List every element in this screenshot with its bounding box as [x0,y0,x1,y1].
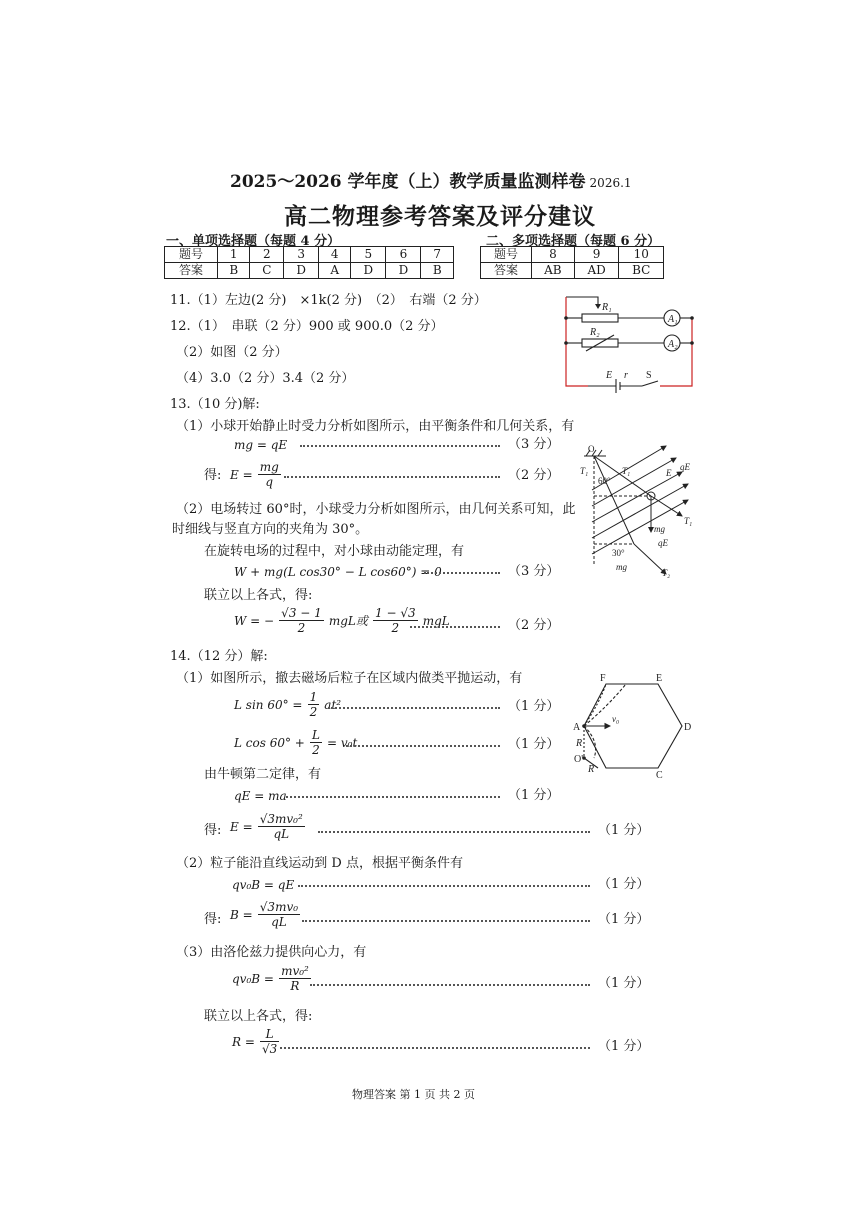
q13-eq2 [230,460,281,489]
table-cell: C [250,263,284,279]
q14-para2: 由牛顿第二定律，有 [204,767,322,782]
table-cell: AD [574,263,619,279]
q14-para3: （2）粒子能沿直线运动到 D 点，根据平衡条件有 [176,856,463,871]
angle60-label: 60° [598,476,611,486]
q14-eq2-b: = v₀t [327,736,358,750]
table-cell: 题号 [481,247,532,263]
q13-para2b: 时细线与竖直方向的夹角为 30°。 [172,522,369,537]
table-row [165,263,454,279]
e-label: E [666,468,672,478]
table-cell: 6 [386,247,421,263]
force-diagram [576,436,704,584]
q14-eq6-a: B = [230,908,253,922]
q13-para3: 在旋转电场的过程中，对小球由动能定理，有 [204,544,465,559]
numerator: L [311,728,320,742]
fraction [310,728,322,757]
table-cell: D [351,263,386,279]
page-footer: 物理答案 第 1 页 共 2 页 [352,1088,475,1101]
mg-label-2: mg [616,562,627,572]
t2-label: T₂ [662,568,671,578]
table-cell: 题号 [165,247,218,263]
q14-score1: （1 分） [508,699,560,714]
table-cell: 3 [284,247,319,263]
numerator: 1 − √3 [375,606,416,620]
o-label: O [588,444,595,454]
q13-eq4-c: mgL [422,614,450,628]
denominator: R [290,979,300,993]
fraction [260,1027,279,1056]
t1-label-a: T₁ [580,466,589,476]
table-row [165,247,454,263]
q13-score1: （3 分） [508,437,560,452]
table-row [481,263,664,279]
fraction [279,964,311,993]
c-label: C [656,770,663,781]
q11-answer: 11.（1）左边(2 分) ×1k(2 分) （2） 右端（2 分） [170,293,487,308]
r2-label: R₂ [590,327,600,338]
mg-label-1: mg [654,524,665,534]
q14-para4: （3）由洛伦兹力提供向心力，有 [176,945,367,960]
denominator: 2 [312,743,320,757]
dot-leader [286,796,500,798]
table-cell: 1 [218,247,250,263]
fraction [279,606,324,635]
table-cell: B [218,263,250,279]
q14-eq7 [232,964,311,993]
q13-eq4 [234,606,450,635]
fraction [258,900,300,929]
q13-eq2-lhs: E = [230,468,253,482]
a-label: A [573,722,581,733]
o-prime-label: O' [574,754,584,765]
table-cell: B [421,263,454,279]
r-label: r [624,370,628,381]
exam-date: 2026.1 [589,176,632,190]
q14-score6: （1 分） [598,912,650,927]
q14-score7: （1 分） [598,976,650,991]
dot-leader [410,626,500,628]
q14-score8: （1 分） [598,1039,650,1054]
fraction [258,460,281,489]
fraction [308,690,320,719]
dot-leader [284,476,500,478]
qe-label-2: qE [658,538,668,548]
d-label: D [684,722,692,733]
r1-label: R₁ [602,302,612,313]
q13-para4: 联立以上各式，得: [204,588,313,603]
q13-para2a: （2）电场转过 60°时，小球受力分析如图所示，由几何关系可知，此 [176,502,576,517]
q13-para1: （1）小球开始静止时受力分析如图所示，由平衡条件和几何关系，有 [176,419,575,434]
q13-score3: （3 分） [508,564,560,579]
e-label: E [606,370,613,381]
q13-de1: 得: [204,468,222,483]
dot-leader [298,885,590,887]
f-label: F [600,673,606,684]
table-cell: 5 [351,247,386,263]
table-cell: 2 [250,247,284,263]
multi-choice-table [480,246,664,279]
dot-leader [310,984,590,986]
table-cell: 7 [421,247,454,263]
section2-heading: 二、多项选择题（每题 6 分） [486,234,661,249]
hexagon-diagram [570,672,700,782]
q14-score5: （1 分） [598,877,650,892]
table-row [481,247,664,263]
q14-eq2 [234,728,357,757]
table-cell: 8 [532,247,575,263]
denominator: 2 [309,705,318,719]
table-cell: 10 [619,247,664,263]
numerator: √3mv₀² [259,812,303,826]
q14-eq8-a: R = [232,1035,255,1049]
denominator: 2 [391,621,400,635]
numerator: √3 − 1 [281,606,322,620]
q13-score4: （2 分） [508,618,560,633]
q13-score2: （2 分） [508,468,560,483]
dot-leader [300,445,500,447]
denominator: qL [273,827,290,841]
q14-de1: 得: [204,823,222,838]
q14-eq8 [232,1027,279,1056]
table-cell: A [319,263,351,279]
dot-leader [280,1047,590,1049]
numerator: L [260,1027,279,1042]
numerator: mg [259,460,279,474]
dot-leader [302,920,590,922]
exam-title [230,167,632,192]
q12-line1: 12.（1） 串联（2 分）900 或 900.0（2 分） [170,319,444,334]
q14-eq1-a: L sin 60° = [234,698,303,712]
denominator: √3 [262,1042,278,1056]
numerator: 1 [309,690,318,704]
v0-label: v₀ [612,714,620,724]
angle30-label: 30° [612,548,625,558]
q13-eq1: mg = qE [234,438,288,452]
q13-eq3: W + mg(L cos30° − L cos60°) = 0 [234,565,442,579]
fraction [373,606,418,635]
q14-para5: 联立以上各式，得: [204,1009,313,1024]
dot-leader [424,572,500,574]
table-cell: D [284,263,319,279]
q14-score3: （1 分） [508,788,560,803]
exam-title-text: 2025～2026 学年度（上）教学质量监测样卷 [230,172,586,192]
q12-line2: （2）如图（2 分） [176,345,288,360]
q13-heading: 13.（10 分)解: [170,397,260,412]
numerator: mv₀² [281,964,309,978]
q14-eq1 [234,690,341,719]
s-label: S [646,370,652,381]
page-subtitle: 高二物理参考答案及评分建议 [284,203,596,230]
q14-score4: （1 分） [598,823,650,838]
q14-eq1-b: at² [324,698,342,712]
q14-eq4-a: E = [230,820,253,834]
table-cell: BC [619,263,664,279]
table-cell: 答案 [481,263,532,279]
q14-de2: 得: [204,912,222,927]
section1-heading: 一、单项选择题（每题 4 分） [166,234,341,249]
qe-label-top: qE [680,462,690,472]
q14-eq4 [230,812,305,841]
q14-para1: （1）如图所示，撤去磁场后粒子在区域内做类平抛运动，有 [176,671,523,686]
table-cell: D [386,263,421,279]
a1-label: A₁ [668,314,678,325]
t1-label-c: T₁ [684,516,693,526]
q12-line3: （4）3.0（2 分）3.4（2 分） [176,371,355,386]
r-label-1: R [576,738,583,749]
q14-heading: 14.（12 分）解: [170,649,268,664]
denominator: 2 [297,621,306,635]
fraction [258,812,305,841]
e-label: E [656,673,663,684]
dot-leader [318,831,590,833]
table-cell: 4 [319,247,351,263]
table-cell: 9 [574,247,619,263]
q14-eq6 [230,900,300,929]
q14-eq7-a: qv₀B = [232,972,274,986]
q13-eq4-b: mgL或 [328,614,368,628]
dot-leader [328,707,500,709]
denominator: qL [271,915,287,929]
q14-score2: （1 分） [508,737,560,752]
t1-label-b: T₁ [622,466,631,476]
numerator: √3mv₀ [259,900,299,914]
denominator: q [265,475,274,489]
circuit-diagram [558,293,698,395]
q13-eq4-a: W = − [234,614,275,628]
a2-label: A₂ [668,339,678,350]
table-cell: AB [532,263,575,279]
dot-leader [346,745,500,747]
r-label-2: R [588,764,595,775]
single-choice-table [164,246,454,279]
q14-eq5: qv₀B = qE [232,878,295,892]
q14-eq2-a: L cos 60° + [234,736,305,750]
q14-eq3: qE = ma [234,789,287,803]
table-cell: 答案 [165,263,218,279]
